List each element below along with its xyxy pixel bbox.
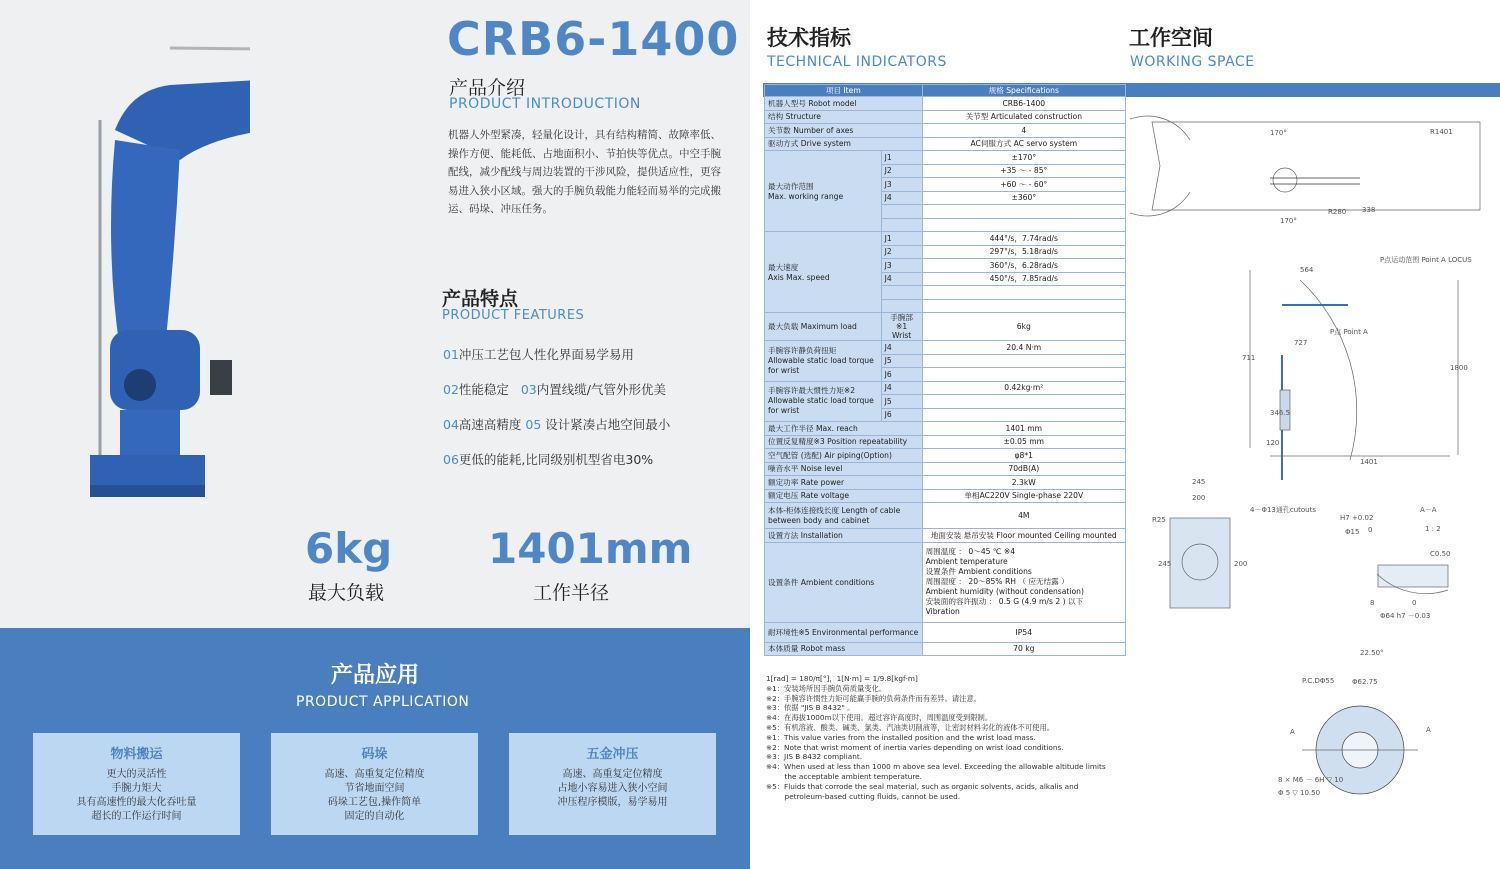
table-row <box>765 110 1126 124</box>
spec-value: 70 kg <box>922 642 1125 656</box>
application-heading-cn: 产品应用 <box>330 663 419 688</box>
ws-label: 120 <box>1266 439 1280 447</box>
ws-label: 1 : 2 <box>1425 525 1441 533</box>
spec-label: 关节数 Number of axes <box>765 124 923 138</box>
spec-label: 额定电压 Rate voltage <box>765 489 923 503</box>
ws-label: 200 <box>1192 494 1206 502</box>
spec-value: CRB6-1400 <box>922 97 1125 111</box>
axis-label: J5 <box>881 354 922 368</box>
table-row <box>765 462 1126 476</box>
features-heading-cn: 产品特点 <box>442 288 519 310</box>
env-line: Ambient temperature <box>925 557 1008 566</box>
spec-label: 手腕容许最大惯性力矩※2 Allowable static load torque for wrist <box>765 381 882 422</box>
axis-label: J4 <box>881 191 922 205</box>
feature-text: 性能稳定 <box>458 382 509 397</box>
card-line: 超长的工作运行时间 <box>91 811 182 822</box>
spec-value: +35 ～ - 85° <box>922 164 1125 178</box>
tech-heading-en: TECHNICAL INDICATORS <box>767 54 947 70</box>
table-row <box>765 476 1126 490</box>
application-card-palletizing <box>271 733 478 835</box>
table-row <box>765 449 1126 463</box>
feature-line-3 <box>443 415 670 433</box>
axis-label: J1 <box>881 151 922 165</box>
ws-label: C0.50 <box>1430 550 1451 558</box>
spec-value: ±0.05 mm <box>922 435 1125 449</box>
card-title: 五金冲压 <box>586 747 639 762</box>
spec-value: φ8*1 <box>922 449 1125 463</box>
spec-label: 最大动作范围 Max. working range <box>765 151 882 232</box>
spec-value: 20.4 N·m <box>922 341 1125 355</box>
note-line: ※4：When used at less than 1000 m above sea level. Exceeding the allowable altitude limits <box>766 762 1106 772</box>
spec-label: 最大负载 Maximum load <box>765 313 882 341</box>
note-line: ※2：手腕容许惯性力矩可能赢手腕的负荷条件而有差异。请注意。 <box>766 693 982 703</box>
card-title: 码垛 <box>361 747 388 762</box>
right-page <box>750 0 1500 869</box>
model-title: CRB6-1400 <box>447 12 740 66</box>
feature-text: 内置线缆/气管外形优美 <box>536 382 666 397</box>
ws-label: 22.50° <box>1360 649 1384 657</box>
card-line: 高速、高重复定位精度 <box>324 769 425 780</box>
application-heading-en: PRODUCT APPLICATION <box>296 694 470 710</box>
intro-heading-cn: 产品介绍 <box>449 77 526 99</box>
ws-label: A <box>1426 726 1431 734</box>
spec-value: ±360° <box>922 191 1125 205</box>
feature-num: 01 <box>443 347 459 362</box>
axis-label: J3 <box>881 259 922 273</box>
card-line: 具有高速性的最大化吞吐量 <box>76 797 197 808</box>
ws-label: 0 <box>1368 526 1373 534</box>
robot-tie-rod <box>170 48 250 50</box>
side-view-drawing <box>1250 270 1458 480</box>
ws-label: 170° <box>1280 217 1297 225</box>
spec-value: 2.3kW <box>922 476 1125 490</box>
spec-value: 444°/s，7.74rad/s <box>922 232 1125 246</box>
note-line: ※3：JIS B 8432 compliant. <box>766 752 863 762</box>
feature-num: 03 <box>520 382 537 397</box>
spec-value: AC伺服方式 AC servo system <box>922 137 1125 151</box>
spec-label: 噪音水平 Noise level <box>765 462 923 476</box>
spec-value: 0.42kg·m² <box>922 381 1125 395</box>
footnotes <box>766 674 1126 801</box>
spec-value: IP54 <box>922 622 1125 642</box>
spec-value-environment <box>922 542 1125 622</box>
spec-table <box>764 84 1126 656</box>
axis-label: J4 <box>881 272 922 286</box>
feature-text: 更低的能耗,比同级别机型省电30% <box>458 452 654 467</box>
ws-label: 245 <box>1192 478 1206 486</box>
note-line: ※3：依据 "JIS B 8432" 。 <box>766 703 855 713</box>
ws-label: H7 +0.02 <box>1340 514 1374 522</box>
top-view-drawing <box>1130 116 1480 216</box>
ws-label: 245 <box>1158 560 1172 568</box>
axis-label: J4 <box>881 341 922 355</box>
robot-motor <box>210 360 232 395</box>
ws-label: Φ 5 ▽ 10.50 <box>1278 789 1321 797</box>
spec-label: 耐环境性※5 Environmental performance <box>765 622 923 642</box>
spec-label: 驱动方式 Drive system <box>765 137 923 151</box>
spec-header-spec: 规格 Specifications <box>922 85 1125 97</box>
application-card-stamping <box>509 733 716 835</box>
spec-value: 6kg <box>922 313 1125 341</box>
features-heading-en: PRODUCT FEATURES <box>442 308 585 323</box>
ws-label: 1800 <box>1450 364 1468 372</box>
load-label: 最大负载 <box>308 582 385 604</box>
ws-label: 8 × M6 － 6H ▽ 10 <box>1278 776 1344 784</box>
spec-value: +60 ～ - 60° <box>922 178 1125 192</box>
spec-value: 地面安装 悬吊安装 Floor mounted Ceiling mounted <box>922 529 1125 543</box>
spec-value: 450°/s，7.85rad/s <box>922 272 1125 286</box>
feature-text: 冲压工艺包人性化界面易学易用 <box>458 347 634 362</box>
base-drawing <box>1170 518 1451 608</box>
ws-label: R25 <box>1152 516 1166 524</box>
ws-label: P点运动范围 Point A LOCUS <box>1380 256 1472 264</box>
ws-label: 338 <box>1362 206 1376 214</box>
card-line: 手腕力矩大 <box>111 783 162 794</box>
ws-label: 200 <box>1234 560 1248 568</box>
ws-label: R1401 <box>1430 128 1453 136</box>
axis-label: J2 <box>881 164 922 178</box>
reach-value: 1401mm <box>488 524 693 573</box>
spec-value: 单相AC220V Single-phase 220V <box>922 489 1125 503</box>
env-line: 周围温度 ： 0～45 ℃ ※4 <box>925 547 1016 556</box>
ws-label: P点 Point A <box>1330 328 1368 336</box>
axis-label: J4 <box>881 381 922 395</box>
ws-label: A－A <box>1420 506 1437 514</box>
spec-value: 360°/s，6.28rad/s <box>922 259 1125 273</box>
ws-label: P.C.DΦ55 <box>1302 677 1335 685</box>
application-card-handling <box>33 733 240 835</box>
axis-label: J3 <box>881 178 922 192</box>
feature-line-2 <box>443 380 666 398</box>
table-row <box>765 622 1126 642</box>
note-line: ※1：This value varies from the installed position and the wrist load mass. <box>766 732 1036 742</box>
ws-label: 727 <box>1294 339 1308 347</box>
spec-value: ±170° <box>922 151 1125 165</box>
note-line: petroleum-based cutting fluids, cannot be used. <box>766 791 961 801</box>
env-line: Vibration <box>925 607 960 616</box>
spec-value: 4M <box>922 503 1125 529</box>
table-row <box>765 97 1126 111</box>
ws-label: A <box>1290 728 1295 736</box>
spec-label: 设置方法 Installation <box>765 529 923 543</box>
env-line: 周围湿度 ： 20～85% RH （ 应无结露 ） <box>925 577 1069 586</box>
note-line: ※2：Note that wrist moment of inertia varies depending on wrist load conditions. <box>766 742 1064 752</box>
spec-label: 最大速度 Axis Max. speed <box>765 232 882 313</box>
table-row <box>765 124 1126 138</box>
ws-label: Φ64 h7 －0.03 <box>1380 612 1431 620</box>
note-line: ※5：有机溶液、酸类、碱类、氯类、汽油类切削液等，让密封材料劣化的液体不可使用。 <box>766 722 1055 732</box>
ws-label: 170° <box>1270 129 1287 137</box>
robot-lower-arm <box>111 140 180 350</box>
feature-num: 02 <box>443 382 459 397</box>
spec-header-item: 项目 Item <box>765 85 923 97</box>
table-row <box>765 489 1126 503</box>
card-line: 节省地面空间 <box>344 783 405 794</box>
spec-value: 4 <box>922 124 1125 138</box>
env-line: 设置条件 Ambient conditions <box>925 567 1032 576</box>
table-row <box>765 529 1126 543</box>
card-line: 更大的灵活性 <box>106 769 167 780</box>
ws-label: 711 <box>1242 354 1256 362</box>
table-row <box>765 422 1126 436</box>
spec-label: 设置条件 Ambient conditions <box>765 542 923 622</box>
robot-base-plate <box>90 485 205 497</box>
axis-label: J6 <box>881 368 922 382</box>
feature-text: 设计紧凑占地空间最小 <box>541 417 671 432</box>
ws-label: 4－Φ13通孔cutouts <box>1250 506 1317 514</box>
spec-value: 70dB(A) <box>922 462 1125 476</box>
table-row <box>765 542 1126 622</box>
note-unit: 1[rad] = 180/π[°]，1[N·m] = 1/9.8[kgf·m] <box>766 674 918 683</box>
env-line: 安装面的容许振动 ： 0.5 G (4.9 m/s 2 ) 以下 <box>925 597 1084 606</box>
card-line: 占地小容易进入狭小空间 <box>557 783 668 794</box>
note-line: ※4：在海拔1000m以下使用。超过容许高度时，周围温度受到限制。 <box>766 713 993 723</box>
ws-label: 0 <box>1412 599 1417 607</box>
table-row <box>765 137 1126 151</box>
spec-label: 最大工作半径 Max. reach <box>765 422 923 436</box>
tech-heading-cn: 技术指标 <box>767 26 851 50</box>
spec-value: 1401 mm <box>922 422 1125 436</box>
note-line: the acceptable ambient temperature. <box>766 771 922 781</box>
ws-label: 346.5 <box>1270 409 1291 417</box>
ws-label: 564 <box>1300 266 1314 274</box>
load-value: 6kg <box>305 524 393 573</box>
ws-label: 1401 <box>1360 458 1378 466</box>
note-line: ※1：安装场所因手腕负荷质量变化。 <box>766 683 887 693</box>
robot-arm-illustration <box>70 30 250 550</box>
axis-label: J1 <box>881 232 922 246</box>
feature-text: 高速高精度 <box>458 417 522 432</box>
spec-label: 机器人型号 Robot model <box>765 97 923 111</box>
spec-value: 关节型 Articulated construction <box>922 110 1125 124</box>
feature-num: 06 <box>443 452 459 467</box>
table-row <box>765 151 1126 165</box>
card-line: 固定的自动化 <box>344 811 405 822</box>
workspace-heading-cn: 工作空间 <box>1129 26 1213 50</box>
card-line: 冲压程序模版，易学易用 <box>557 797 668 808</box>
table-row <box>765 642 1126 656</box>
table-row <box>765 503 1126 529</box>
spec-label: 位置反复精度※3 Position repeatability <box>765 435 923 449</box>
note-line: ※5：Fluids that corrode the seal material, such as organic solvents, acids, alkalis and <box>766 781 1079 791</box>
intro-heading-en: PRODUCT INTRODUCTION <box>449 96 641 112</box>
card-line: 码垛工艺包,操作简单 <box>327 797 422 808</box>
application-band <box>0 628 750 869</box>
spec-label: 手腕容许静负荷扭矩 Allowable static load torque for wrist <box>765 341 882 382</box>
ws-label: Φ62.75 <box>1352 678 1378 686</box>
spec-label: 额定功率 Rate power <box>765 476 923 490</box>
feature-line-4 <box>443 450 653 468</box>
table-row <box>765 435 1126 449</box>
feature-num: 05 <box>525 417 542 432</box>
robot-base <box>90 455 205 490</box>
ws-label: Φ15 <box>1345 528 1360 536</box>
env-line: Ambient humidity (without condensation) <box>925 587 1084 596</box>
spec-label: 结构 Structure <box>765 110 923 124</box>
intro-text: 机器人外型紧凑，轻量化设计，具有结构精简、故障率低、操作方便、能耗低、占地面积小、节拍快等优点。中空手腕配线，减少配线与周边装置的干涉风险，提供适应性，更容易进入狭小区域。强大的手腕负载能力能轻而易举的完成搬运、码垛、冲压任务。 <box>448 129 721 215</box>
robot-waist <box>120 410 180 455</box>
spec-header-row <box>765 85 1126 97</box>
axis-label: J5 <box>881 395 922 409</box>
workspace-heading-en: WORKING SPACE <box>1130 54 1255 70</box>
table-row <box>765 313 1126 341</box>
card-line: 高速、高重复定位精度 <box>562 769 663 780</box>
table-row <box>765 232 1126 246</box>
spec-value: 297°/s，5.18rad/s <box>922 245 1125 259</box>
axis-label: J2 <box>881 245 922 259</box>
feature-line-1 <box>443 345 634 363</box>
ws-label: R280 <box>1328 208 1347 216</box>
table-row <box>765 341 1126 355</box>
reach-label: 工作半径 <box>533 582 610 604</box>
robot-joint <box>124 369 156 401</box>
spec-label: 空气配管 (选配) Air piping(Option) <box>765 449 923 463</box>
card-title: 物料搬运 <box>110 747 163 762</box>
feature-num: 04 <box>443 417 459 432</box>
table-row <box>765 381 1126 395</box>
axis-label: J6 <box>881 408 922 422</box>
spec-label: 本体质量 Robot mass <box>765 642 923 656</box>
working-space-drawings <box>1130 100 1500 869</box>
axis-label: 手腕部※1 Wrist <box>881 313 922 341</box>
robot-shoulder <box>110 330 200 410</box>
ws-label: 8 <box>1370 599 1375 607</box>
spec-label: 本体-柜体连接线长度 Length of cable between body and cabinet <box>765 503 923 529</box>
